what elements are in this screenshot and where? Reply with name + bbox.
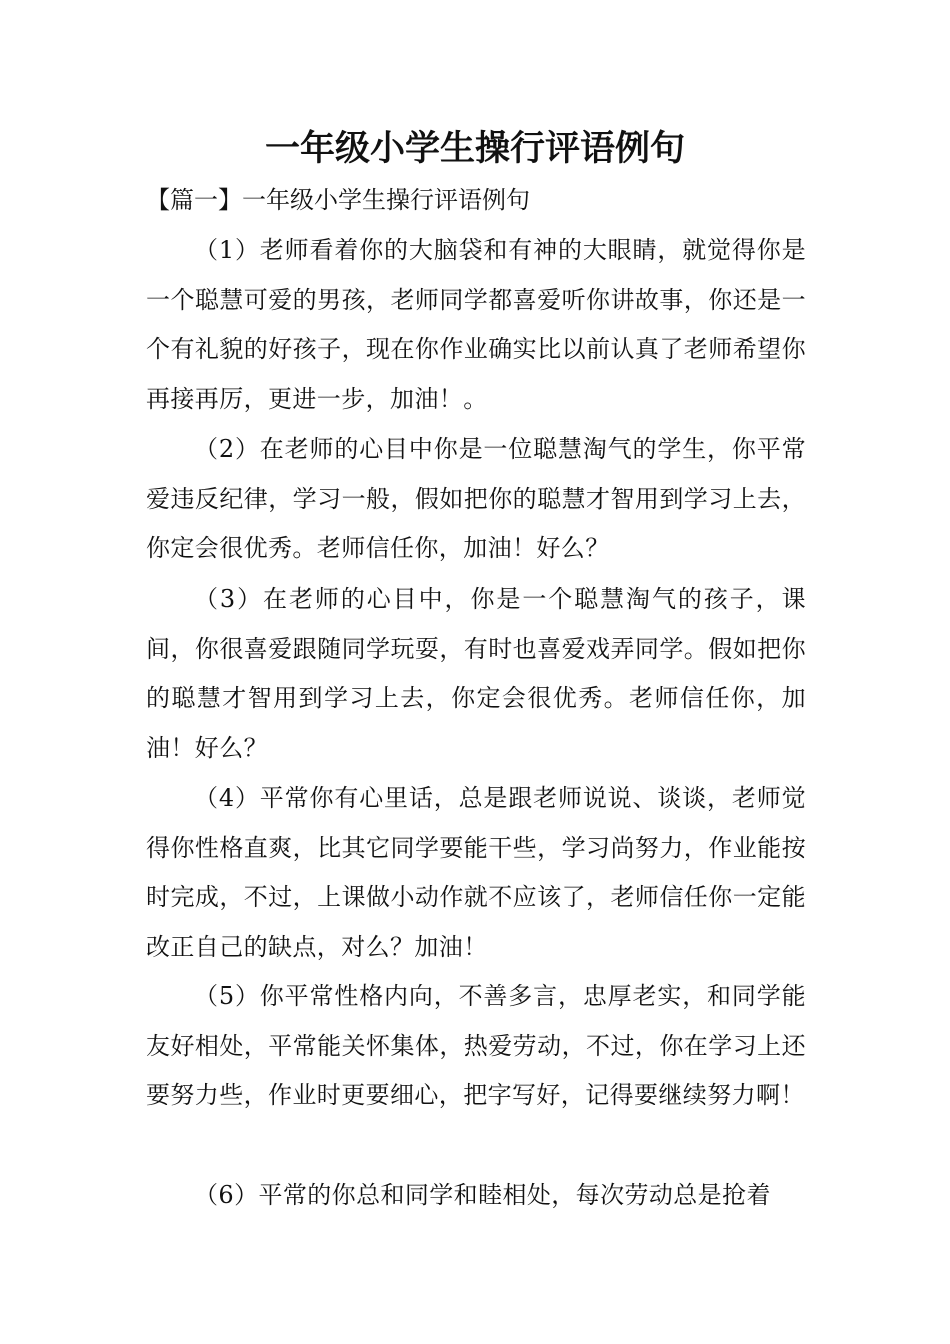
section-heading: 【篇一】一年级小学生操行评语例句: [146, 186, 530, 214]
paragraph-3: （3）在老师的心目中，你是一个聪慧淘气的孩子，课间，你很喜爱跟随同学玩耍，有时也喜爱戏弄同学。假如把你的聪慧才智用到学习上去，你定会很优秀。老师信任你，加油！好么？: [146, 585, 806, 762]
paragraph-1: （1）老师看着你的大脑袋和有神的大眼睛，就觉得你是一个聪慧可爱的男孩，老师同学都喜爱听你讲故事，你还是一个有礼貌的好孩子，现在你作业确实比以前认真了老师希望你再接再厉，更进一步，加油！。: [146, 236, 806, 413]
paragraph-2: （2）在老师的心目中你是一位聪慧淘气的学生，你平常爱违反纪律，学习一般，假如把你的聪慧才智用到学习上去，你定会很优秀。老师信任你，加油！好么？: [146, 435, 806, 562]
document-title: 一年级小学生操行评语例句: [264, 129, 685, 169]
paragraph-4: （4）平常你有心里话，总是跟老师说说、谈谈，老师觉得你性格直爽，比其它同学要能干些，学习尚努力，作业能按时完成，不过，上课做小动作就不应该了，老师信任你一定能改正自己的缺点，对么？加油！: [146, 784, 806, 961]
paragraph-5: （5）你平常性格内向，不善多言，忠厚老实，和同学能友好相处，平常能关怀集体，热爱劳动，不过，你在学习上还要努力些，作业时更要细心，把字写好，记得要继续努力啊！: [146, 982, 806, 1109]
paragraph-6: （6）平常的你总和同学和睦相处，每次劳动总是抢着: [194, 1181, 771, 1209]
